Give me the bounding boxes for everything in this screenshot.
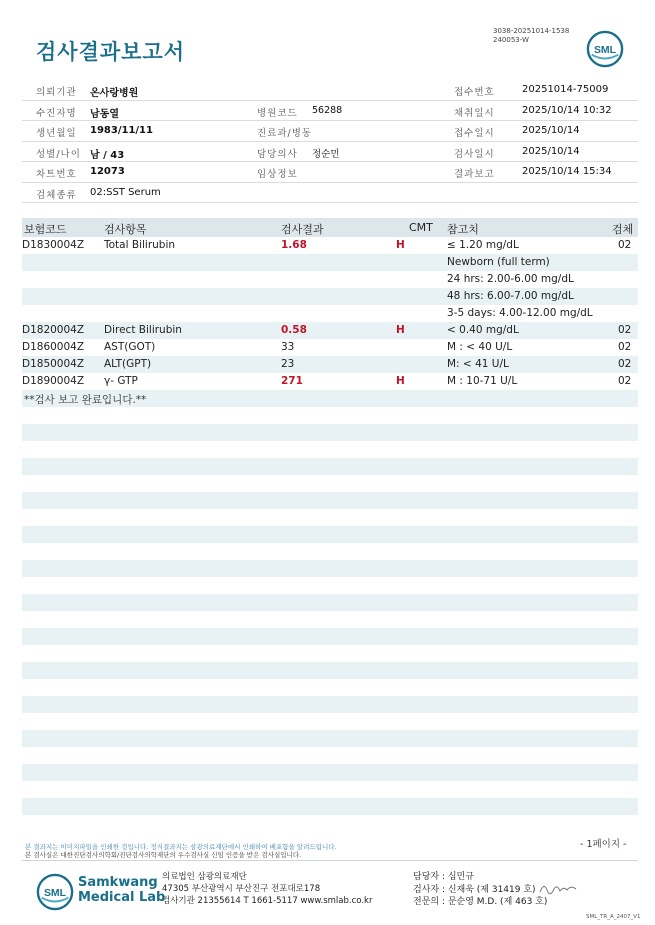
cell-specimen: 02 [618, 358, 632, 370]
header-test-item: 검사항목 [104, 223, 147, 236]
info-label: 담당의사 [257, 148, 298, 160]
info-value: 정순민 [312, 148, 340, 160]
header-specimen: 검체 [612, 223, 634, 236]
info-value: 온사랑병원 [90, 88, 139, 99]
info-row [22, 162, 638, 183]
info-value: 2025/10/14 10:32 [522, 104, 612, 116]
empty-row [22, 781, 638, 798]
info-row [22, 183, 638, 204]
footer-staff-line-2: 검사자 : 신재욱 (제 31419 호) [413, 884, 536, 895]
sml-logo-text: SML [593, 44, 617, 56]
info-row [22, 142, 638, 163]
empty-row [22, 747, 638, 764]
results-header-row [22, 218, 638, 237]
footer-notice-print: 본 결과지는 이미지파일을 인쇄한 것입니다. 정식결과지는 삼광의료재단에서 인쇄하여 배포함을 알려드립니다. [25, 843, 337, 851]
info-row [22, 121, 638, 142]
empty-row [22, 475, 638, 492]
document-code-line-1: 3038-20251014-1538 [493, 27, 570, 35]
table-row [22, 254, 638, 271]
footer-staff-line-1: 담당자 : 심민규 [413, 872, 474, 882]
info-label: 차트번호 [36, 169, 77, 180]
cell-ref: 48 hrs: 6.00-7.00 mg/dL [447, 290, 574, 302]
info-label: 검체종류 [36, 189, 77, 201]
completion-note-row [22, 390, 638, 407]
info-value: 56288 [312, 104, 343, 116]
empty-row [22, 679, 638, 696]
footer-organization [162, 871, 372, 907]
cell-ref: M: < 41 U/L [447, 358, 509, 370]
empty-row [22, 424, 638, 441]
empty-row [22, 611, 638, 628]
cell-item: Total Bilirubin [104, 239, 176, 251]
completion-note: **검사 보고 완료입니다.** [24, 394, 147, 406]
footer-staff-line-3: 전문의 : 문순영 M.D. (제 463 호) [413, 897, 548, 907]
footer-divider [22, 860, 638, 861]
table-row [22, 288, 638, 305]
footer-notice [25, 843, 337, 859]
header-reference: 참고치 [447, 223, 479, 236]
empty-row [22, 458, 638, 475]
empty-row [22, 441, 638, 458]
info-row [22, 101, 638, 122]
info-value: 1983/11/11 [90, 125, 153, 136]
info-label: 병원코드 [257, 107, 298, 119]
footer-brand-line-1: Samkwang [78, 875, 158, 890]
table-row [22, 322, 638, 339]
empty-row [22, 628, 638, 645]
cell-item: ALT(GPT) [104, 358, 152, 370]
info-label: 임상정보 [257, 169, 298, 180]
table-row [22, 373, 638, 390]
table-row [22, 271, 638, 288]
cell-code: D1830004Z [22, 239, 85, 251]
cell-ref: 24 hrs: 2.00-6.00 mg/dL [447, 273, 574, 285]
info-value: 남 / 43 [90, 149, 125, 161]
cell-flag: H [396, 239, 405, 251]
empty-row [22, 696, 638, 713]
cell-ref: < 0.40 mg/dL [447, 324, 519, 336]
empty-row [22, 645, 638, 662]
info-value: 남동열 [90, 108, 119, 120]
info-label: 진료과/병동 [257, 128, 313, 139]
footer-org-line-3: 검사기관 21355614 T 1661-5117 www.smlab.co.kr [162, 896, 373, 906]
footer-notice-accreditation: 본 검사실은 대한진단검사의학회/진단검사의학재단의 우수검사실 신임 인증을 받은 검사실입니다. [25, 851, 302, 859]
document-code [493, 27, 569, 45]
result-rows [22, 237, 638, 832]
empty-row [22, 662, 638, 679]
cell-specimen: 02 [618, 375, 632, 387]
empty-row [22, 543, 638, 560]
cell-code: D1820004Z [22, 324, 85, 336]
empty-row [22, 526, 638, 543]
cell-code: D1850004Z [22, 358, 85, 370]
header-insurance-code: 보험코드 [24, 223, 67, 236]
cell-code: D1860004Z [22, 341, 85, 353]
footer-brand-line-2: Medical Lab [78, 890, 166, 905]
cell-result: 1.68 [281, 239, 307, 251]
cell-ref: 3-5 days: 4.00-12.00 mg/dL [447, 307, 593, 319]
info-row [22, 80, 638, 101]
cell-specimen: 02 [618, 341, 632, 353]
cell-result: 0.58 [281, 324, 307, 336]
info-label: 채취일시 [454, 107, 495, 119]
footer-org-line-2: 47305 부산광역시 부산진구 전포대로178 [162, 884, 321, 894]
empty-row [22, 815, 638, 832]
table-row [22, 237, 638, 254]
empty-row [22, 577, 638, 594]
info-value: 2025/10/14 [522, 125, 580, 136]
info-label: 접수번호 [454, 87, 495, 98]
info-label: 수진자명 [36, 107, 77, 119]
info-value: 2025/10/14 [522, 145, 580, 157]
cell-flag: H [396, 375, 405, 387]
cell-ref: M : 10-71 U/L [447, 375, 518, 387]
cell-result: 23 [281, 358, 295, 370]
info-label: 결과보고 [454, 169, 495, 180]
footer-sml-logo-icon [36, 873, 74, 911]
info-label: 접수일시 [454, 128, 495, 139]
cell-result: 33 [281, 341, 295, 353]
cell-item: γ- GTP [104, 375, 138, 387]
cell-flag: H [396, 324, 405, 336]
table-row [22, 305, 638, 322]
info-label: 검사일시 [454, 148, 495, 160]
cell-item: Direct Bilirubin [104, 324, 182, 336]
cell-ref: M : < 40 U/L [447, 341, 513, 353]
cell-specimen: 02 [618, 324, 632, 336]
info-value: 12073 [90, 166, 125, 177]
page-number: - 1페이지 - [580, 839, 627, 850]
cell-result: 271 [281, 375, 303, 387]
document-code-line-2: 240053-W [493, 36, 529, 44]
empty-row [22, 764, 638, 781]
footer-logo-text: SML [43, 887, 67, 899]
header-cmt: CMT [409, 221, 433, 234]
empty-row [22, 492, 638, 509]
info-value: 02:SST Serum [90, 186, 161, 198]
footer-org-line-1: 의료법인 삼광의료재단 [162, 872, 247, 882]
results-table [22, 218, 638, 832]
info-label: 성별/나이 [36, 148, 81, 160]
header-test-result: 검사결과 [281, 223, 324, 236]
empty-row [22, 713, 638, 730]
info-label: 생년월일 [36, 128, 77, 139]
info-value: 20251014-75009 [522, 84, 609, 95]
signature-icon [538, 880, 578, 898]
cell-ref: Newborn (full term) [447, 256, 550, 268]
empty-row [22, 730, 638, 747]
footer-brand [78, 875, 165, 905]
cell-specimen: 02 [618, 239, 632, 251]
page-title: 검사결과보고서 [36, 40, 186, 64]
footer-staff [413, 871, 547, 909]
empty-row [22, 407, 638, 424]
empty-row [22, 594, 638, 611]
form-code: SML_TR_A_2407_V1 [586, 914, 641, 920]
empty-row [22, 560, 638, 577]
table-row [22, 356, 638, 373]
cell-code: D1890004Z [22, 375, 85, 387]
patient-info-table [22, 80, 638, 203]
sml-logo-icon [586, 30, 624, 68]
empty-row [22, 509, 638, 526]
info-label: 의뢰기관 [36, 87, 77, 98]
info-value: 2025/10/14 15:34 [522, 166, 612, 177]
cell-ref: ≤ 1.20 mg/dL [447, 239, 519, 251]
empty-row [22, 798, 638, 815]
table-row [22, 339, 638, 356]
cell-item: AST(GOT) [104, 341, 156, 353]
